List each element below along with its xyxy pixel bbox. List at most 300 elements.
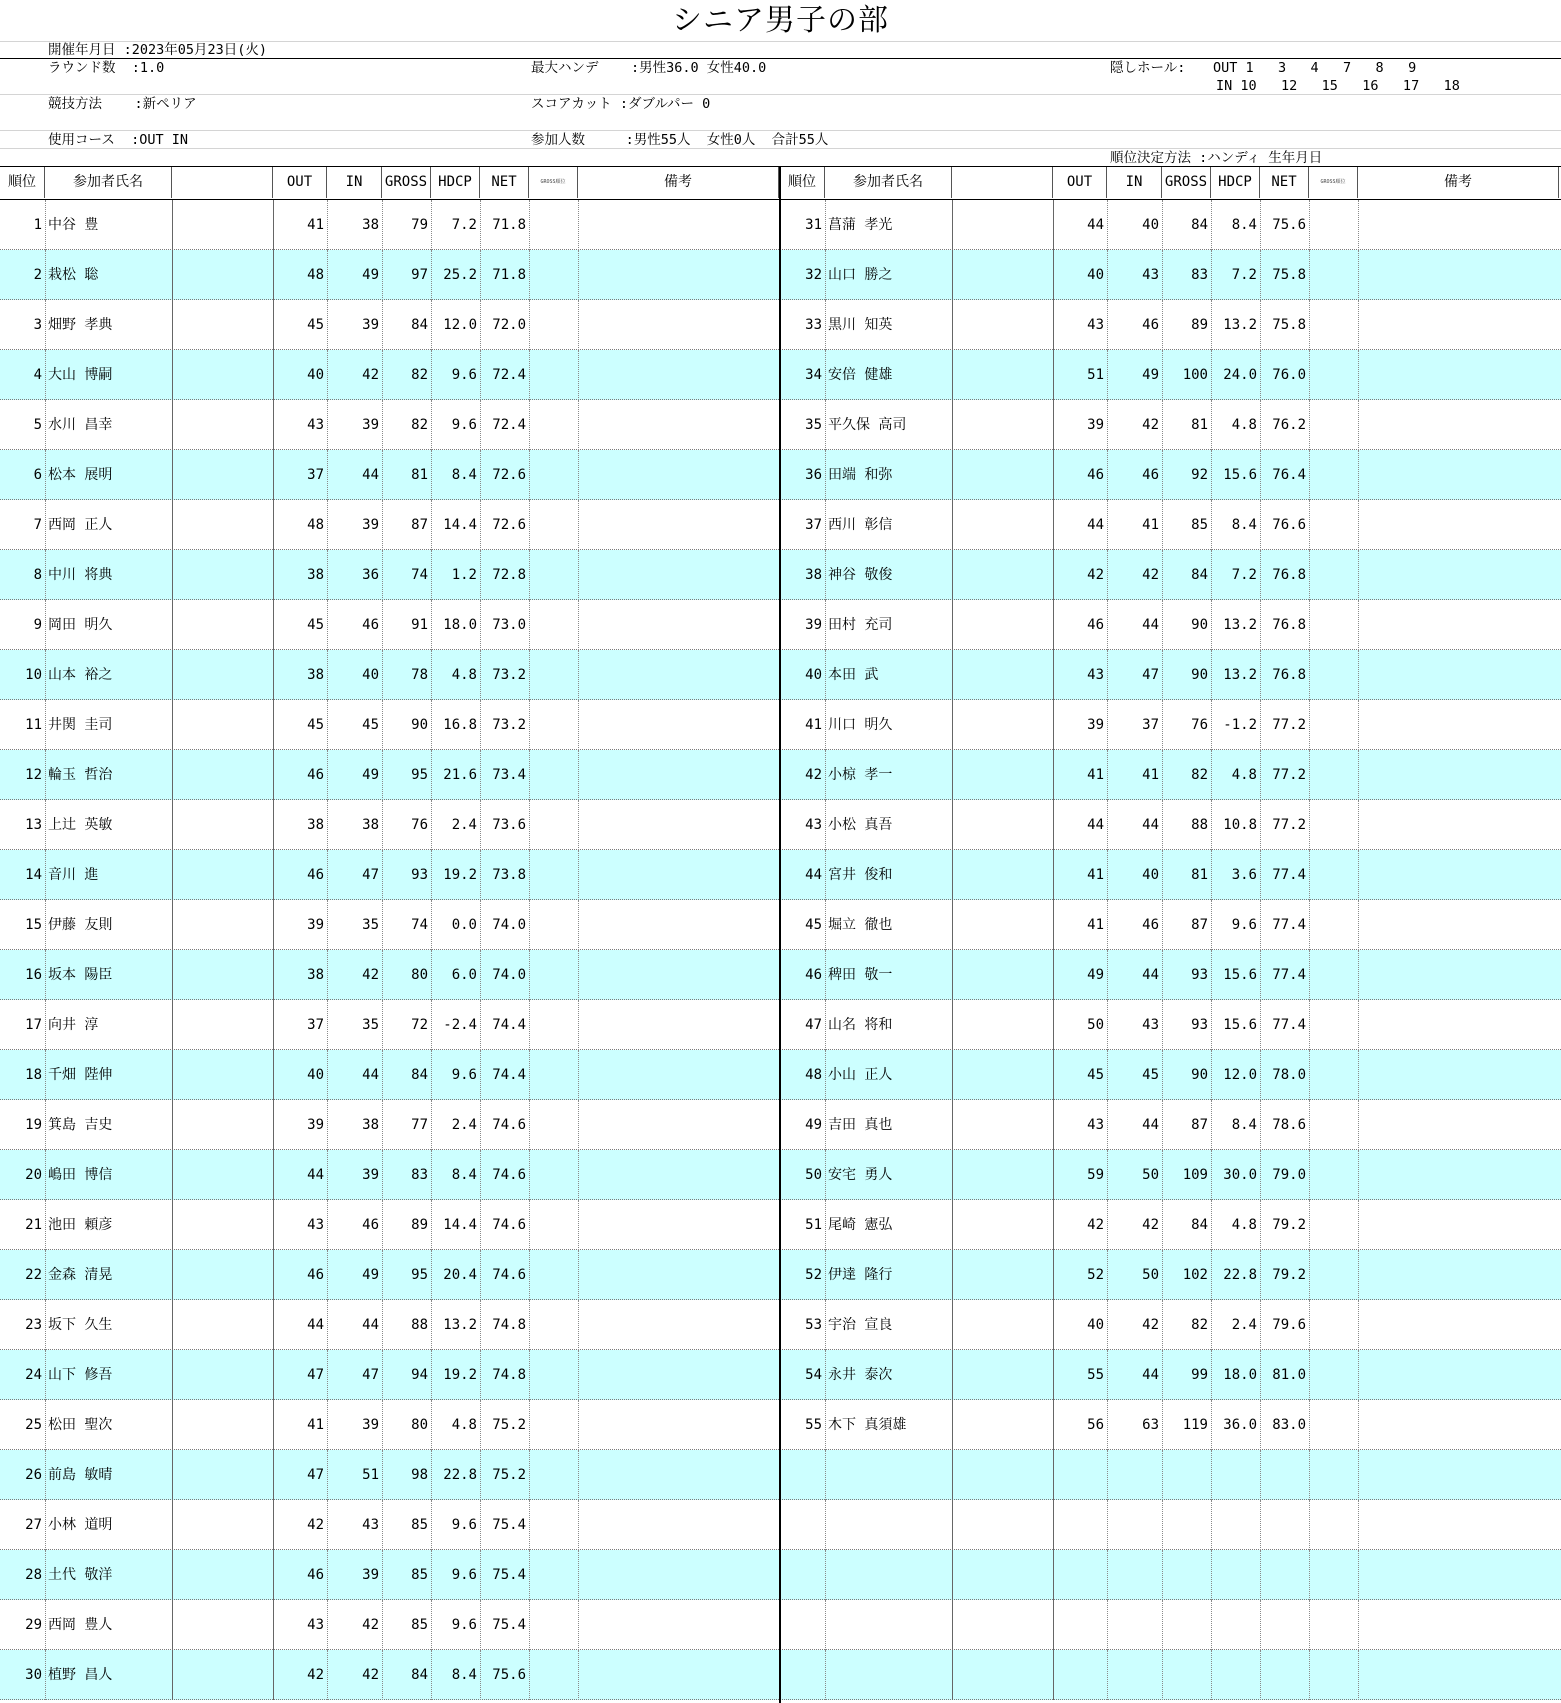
cell-rank: 41 <box>805 717 822 733</box>
cell-rank: 23 <box>25 1317 42 1333</box>
cell-border <box>1358 350 1359 400</box>
cell-border <box>825 1550 826 1600</box>
cell-border <box>952 800 953 850</box>
cell-name: 上辻 英敏 <box>48 817 113 833</box>
cell-net: 76.6 <box>1272 517 1306 533</box>
cell-gross: 100 <box>1182 367 1208 383</box>
cell-border <box>1211 1550 1212 1600</box>
cell-net: 74.6 <box>492 1267 526 1283</box>
cell-net: 75.4 <box>492 1567 526 1583</box>
cell-net: 73.4 <box>492 767 526 783</box>
cell-net: 78.6 <box>1272 1117 1306 1133</box>
cell-name: 金森 清晃 <box>48 1267 113 1283</box>
cell-net: 77.4 <box>1272 1017 1306 1033</box>
cell-border <box>529 400 530 450</box>
cell-border <box>578 1050 579 1100</box>
header-gross-rank: GROSS順位 <box>1309 167 1358 198</box>
cell-hdcp: 4.8 <box>451 667 477 683</box>
cell-net: 72.6 <box>492 517 526 533</box>
cell-border <box>578 850 579 900</box>
cell-name: 中川 将典 <box>48 567 113 583</box>
cell-rank: 7 <box>33 517 42 533</box>
cell-net: 76.8 <box>1272 667 1306 683</box>
cell-in: 43 <box>362 1517 379 1533</box>
cell-gross: 74 <box>411 567 428 583</box>
cell-border <box>578 350 579 400</box>
cell-out: 42 <box>307 1517 324 1533</box>
cell-hdcp: 8.4 <box>451 1667 477 1683</box>
cell-net: 77.4 <box>1272 917 1306 933</box>
cell-border <box>529 300 530 350</box>
cell-rank: 51 <box>805 1217 822 1233</box>
cell-border <box>1358 1650 1359 1700</box>
cell-border <box>952 1300 953 1350</box>
cell-hdcp: 13.2 <box>443 1317 477 1333</box>
cell-out: 42 <box>1087 1217 1104 1233</box>
cell-border <box>952 400 953 450</box>
cell-out: 43 <box>1087 317 1104 333</box>
cell-net: 73.6 <box>492 817 526 833</box>
cell-in: 44 <box>1142 1367 1159 1383</box>
cell-hdcp: 13.2 <box>1223 617 1257 633</box>
cell-border <box>578 250 579 300</box>
cell-in: 45 <box>362 717 379 733</box>
cell-in: 40 <box>1142 867 1159 883</box>
cell-border <box>1358 1350 1359 1400</box>
cell-border <box>952 1600 953 1650</box>
cell-in: 35 <box>362 917 379 933</box>
cell-net: 75.2 <box>492 1467 526 1483</box>
cell-border <box>1107 1650 1108 1700</box>
cell-out: 59 <box>1087 1167 1104 1183</box>
cell-out: 46 <box>307 1267 324 1283</box>
cell-border <box>172 1200 173 1250</box>
cell-net: 76.8 <box>1272 617 1306 633</box>
meta-max-handi: 最大ハンデ :男性36.0 女性40.0 <box>531 60 767 76</box>
cell-border <box>1162 1650 1163 1700</box>
cell-net: 72.4 <box>492 417 526 433</box>
header-remarks: 備考 <box>578 167 779 198</box>
cell-border <box>172 300 173 350</box>
cell-gross: 90 <box>411 717 428 733</box>
cell-in: 39 <box>362 1167 379 1183</box>
cell-hdcp: 36.0 <box>1223 1417 1257 1433</box>
cell-border <box>952 1350 953 1400</box>
cell-border <box>529 600 530 650</box>
cell-border <box>529 1450 530 1500</box>
cell-net: 73.0 <box>492 617 526 633</box>
cell-hdcp: 7.2 <box>1231 267 1257 283</box>
cell-name: 神谷 敬俊 <box>828 567 893 583</box>
cell-name: 植野 昌人 <box>48 1667 113 1683</box>
cell-gross: 84 <box>1191 567 1208 583</box>
cell-out: 45 <box>1087 1067 1104 1083</box>
cell-in: 41 <box>1142 767 1159 783</box>
cell-border <box>1358 850 1359 900</box>
cell-net: 74.0 <box>492 917 526 933</box>
cell-gross: 84 <box>411 1067 428 1083</box>
cell-border <box>529 750 530 800</box>
cell-in: 38 <box>362 817 379 833</box>
cell-border <box>952 300 953 350</box>
cell-gross: 89 <box>411 1217 428 1233</box>
cell-in: 50 <box>1142 1267 1159 1283</box>
cell-rank: 17 <box>25 1017 42 1033</box>
header-rank: 順位 <box>0 167 45 198</box>
cell-border <box>1358 900 1359 950</box>
cell-hdcp: 8.4 <box>451 467 477 483</box>
cell-border <box>578 1200 579 1250</box>
cell-hdcp: 7.2 <box>1231 567 1257 583</box>
cell-in: 40 <box>1142 217 1159 233</box>
cell-border <box>529 800 530 850</box>
cell-rank: 31 <box>805 217 822 233</box>
cell-border <box>529 1050 530 1100</box>
cell-gross: 87 <box>1191 1117 1208 1133</box>
cell-in: 46 <box>362 617 379 633</box>
cell-out: 38 <box>307 667 324 683</box>
cell-hdcp: -1.2 <box>1223 717 1257 733</box>
cell-border <box>578 700 579 750</box>
cell-in: 39 <box>362 1417 379 1433</box>
cell-border <box>825 1650 826 1700</box>
cell-gross: 76 <box>1191 717 1208 733</box>
cell-border <box>529 1200 530 1250</box>
cell-border <box>172 250 173 300</box>
cell-border <box>172 550 173 600</box>
cell-name: 小山 正人 <box>828 1067 893 1083</box>
cell-in: 44 <box>1142 817 1159 833</box>
cell-out: 42 <box>307 1667 324 1683</box>
cell-name: 西岡 豊人 <box>48 1617 113 1633</box>
cell-rank: 20 <box>25 1167 42 1183</box>
cell-border <box>952 200 953 250</box>
cell-net: 74.4 <box>492 1067 526 1083</box>
cell-border <box>578 1500 579 1550</box>
cell-net: 71.8 <box>492 217 526 233</box>
cell-hdcp: 10.8 <box>1223 817 1257 833</box>
cell-in: 37 <box>1142 717 1159 733</box>
cell-border <box>1358 650 1359 700</box>
cell-border <box>952 750 953 800</box>
cell-border <box>172 900 173 950</box>
cell-net: 77.4 <box>1272 967 1306 983</box>
cell-name: 黒川 知英 <box>828 317 893 333</box>
cell-border <box>1358 500 1359 550</box>
cell-rank: 47 <box>805 1017 822 1033</box>
cell-border <box>1260 1600 1261 1650</box>
cell-out: 48 <box>307 517 324 533</box>
cell-border <box>1260 1450 1261 1500</box>
cell-net: 72.6 <box>492 467 526 483</box>
cell-border <box>529 1250 530 1300</box>
header-hdcp: HDCP <box>1211 167 1260 198</box>
cell-border <box>952 1550 953 1600</box>
cell-border <box>578 1250 579 1300</box>
cell-name: 山下 修吾 <box>48 1367 113 1383</box>
cell-rank: 29 <box>25 1617 42 1633</box>
header-blank <box>952 167 1053 198</box>
cell-border <box>1358 1400 1359 1450</box>
cell-rank: 1 <box>33 217 42 233</box>
cell-name: 大山 博嗣 <box>48 367 113 383</box>
cell-border <box>172 1000 173 1050</box>
cell-gross: 102 <box>1182 1267 1208 1283</box>
cell-border <box>172 650 173 700</box>
cell-border <box>172 1150 173 1200</box>
cell-hdcp: 25.2 <box>443 267 477 283</box>
cell-border <box>529 1000 530 1050</box>
cell-in: 42 <box>362 1667 379 1683</box>
cell-hdcp: 16.8 <box>443 717 477 733</box>
cell-border <box>529 1600 530 1650</box>
cell-border <box>578 1000 579 1050</box>
cell-name: 水川 昌幸 <box>48 417 113 433</box>
cell-out: 44 <box>1087 217 1104 233</box>
cell-border <box>1260 1650 1261 1700</box>
cell-in: 38 <box>362 217 379 233</box>
cell-name: 畑野 孝典 <box>48 317 113 333</box>
cell-border <box>1309 500 1310 550</box>
cell-border <box>578 200 579 250</box>
header-name: 参加者氏名 <box>825 167 952 198</box>
cell-name: 田村 充司 <box>828 617 893 633</box>
cell-gross: 84 <box>411 1667 428 1683</box>
cell-in: 44 <box>1142 967 1159 983</box>
cell-border <box>1309 1100 1310 1150</box>
cell-name: 栽松 聡 <box>48 267 99 283</box>
cell-hdcp: 19.2 <box>443 1367 477 1383</box>
cell-rank: 14 <box>25 867 42 883</box>
cell-border <box>1309 550 1310 600</box>
cell-rank: 52 <box>805 1267 822 1283</box>
cell-border <box>1358 450 1359 500</box>
cell-name: 松田 聖次 <box>48 1417 113 1433</box>
cell-border <box>529 1300 530 1350</box>
cell-border <box>1107 1600 1108 1650</box>
cell-gross: 79 <box>411 217 428 233</box>
cell-name: 箕島 吉史 <box>48 1117 113 1133</box>
cell-border <box>952 1200 953 1250</box>
cell-rank: 8 <box>33 567 42 583</box>
cell-border <box>952 900 953 950</box>
cell-gross: 84 <box>1191 217 1208 233</box>
cell-border <box>1309 1500 1310 1550</box>
cell-border <box>1260 1500 1261 1550</box>
cell-in: 44 <box>1142 617 1159 633</box>
cell-border <box>172 1550 173 1600</box>
meta-course: 使用コース :OUT IN <box>48 132 188 148</box>
cell-border <box>1309 1300 1310 1350</box>
cell-name: 嶋田 博信 <box>48 1167 113 1183</box>
cell-out: 46 <box>307 767 324 783</box>
cell-hdcp: 4.8 <box>451 1417 477 1433</box>
cell-border <box>172 600 173 650</box>
cell-border <box>1358 600 1359 650</box>
cell-rank: 4 <box>33 367 42 383</box>
cell-border <box>1309 1250 1310 1300</box>
cell-hdcp: 22.8 <box>1223 1267 1257 1283</box>
cell-border <box>578 1650 579 1700</box>
cell-border <box>952 1450 953 1500</box>
cell-in: 40 <box>362 667 379 683</box>
cell-rank: 16 <box>25 967 42 983</box>
cell-border <box>578 750 579 800</box>
cell-name: 小松 真吾 <box>828 817 893 833</box>
cell-net: 77.2 <box>1272 717 1306 733</box>
cell-net: 75.8 <box>1272 267 1306 283</box>
cell-hdcp: 8.4 <box>451 1167 477 1183</box>
cell-rank: 38 <box>805 567 822 583</box>
cell-border <box>952 700 953 750</box>
cell-net: 74.6 <box>492 1217 526 1233</box>
cell-name: 伊藤 友則 <box>48 917 113 933</box>
cell-border <box>1309 750 1310 800</box>
cell-gross: 95 <box>411 1267 428 1283</box>
cell-gross: 88 <box>411 1317 428 1333</box>
header-out: OUT <box>273 167 327 198</box>
cell-hdcp: 21.6 <box>443 767 477 783</box>
cell-border <box>1309 950 1310 1000</box>
cell-in: 46 <box>1142 917 1159 933</box>
cell-rank: 25 <box>25 1417 42 1433</box>
cell-out: 41 <box>307 1417 324 1433</box>
cell-border <box>172 400 173 450</box>
cell-hdcp: 9.6 <box>451 417 477 433</box>
cell-net: 83.0 <box>1272 1417 1306 1433</box>
cell-gross: 74 <box>411 917 428 933</box>
cell-out: 46 <box>1087 617 1104 633</box>
cell-border <box>1309 650 1310 700</box>
cell-out: 44 <box>307 1317 324 1333</box>
cell-rank: 42 <box>805 767 822 783</box>
header-remarks: 備考 <box>1358 167 1559 198</box>
cell-rank: 6 <box>33 467 42 483</box>
cell-gross: 85 <box>1191 517 1208 533</box>
cell-gross: 88 <box>1191 817 1208 833</box>
cell-net: 79.2 <box>1272 1217 1306 1233</box>
cell-rank: 43 <box>805 817 822 833</box>
header-gross: GROSS <box>1162 167 1211 198</box>
cell-hdcp: 12.0 <box>1223 1067 1257 1083</box>
cell-border <box>1309 1450 1310 1500</box>
cell-border <box>1162 1500 1163 1550</box>
cell-border <box>952 1050 953 1100</box>
cell-gross: 76 <box>411 817 428 833</box>
cell-net: 76.8 <box>1272 567 1306 583</box>
cell-net: 79.0 <box>1272 1167 1306 1183</box>
cell-net: 74.6 <box>492 1117 526 1133</box>
cell-hdcp: 4.8 <box>1231 767 1257 783</box>
meta-hidden-in: IN 10 12 15 16 17 18 <box>1216 78 1460 94</box>
cell-border <box>578 1450 579 1500</box>
meta-method: 競技方法 :新ペリア <box>48 96 197 112</box>
header-rank: 順位 <box>780 167 825 198</box>
cell-border <box>1053 1500 1054 1550</box>
cell-net: 75.6 <box>492 1667 526 1683</box>
cell-out: 46 <box>1087 467 1104 483</box>
cell-gross: 89 <box>1191 317 1208 333</box>
cell-gross: 95 <box>411 767 428 783</box>
cell-border <box>172 950 173 1000</box>
cell-border <box>1358 700 1359 750</box>
cell-border <box>1358 200 1359 250</box>
cell-border <box>1358 1150 1359 1200</box>
cell-border <box>952 1650 953 1700</box>
cell-border <box>172 450 173 500</box>
cell-in: 49 <box>1142 367 1159 383</box>
cell-border <box>1358 1500 1359 1550</box>
cell-border <box>1309 900 1310 950</box>
cell-border <box>1053 1450 1054 1500</box>
cell-net: 75.8 <box>1272 317 1306 333</box>
cell-name: 土代 敬洋 <box>48 1567 113 1583</box>
cell-border <box>1309 400 1310 450</box>
cell-in: 42 <box>1142 1217 1159 1233</box>
cell-border <box>529 1650 530 1700</box>
cell-border <box>529 900 530 950</box>
cell-border <box>172 1600 173 1650</box>
cell-border <box>529 550 530 600</box>
cell-gross: 90 <box>1191 1067 1208 1083</box>
cell-in: 50 <box>1142 1167 1159 1183</box>
cell-rank: 40 <box>805 667 822 683</box>
cell-border <box>1358 950 1359 1000</box>
cell-out: 39 <box>307 917 324 933</box>
cell-border <box>1309 250 1310 300</box>
cell-hdcp: 3.6 <box>1231 867 1257 883</box>
cell-border <box>1358 1600 1359 1650</box>
cell-border <box>952 1100 953 1150</box>
cell-hdcp: 12.0 <box>443 317 477 333</box>
cell-gross: 109 <box>1182 1167 1208 1183</box>
cell-name: 宇治 宣良 <box>828 1317 893 1333</box>
cell-hdcp: 15.6 <box>1223 467 1257 483</box>
cell-net: 75.2 <box>492 1417 526 1433</box>
cell-border <box>529 950 530 1000</box>
cell-gross: 82 <box>1191 1317 1208 1333</box>
cell-border <box>1358 250 1359 300</box>
cell-gross: 83 <box>411 1167 428 1183</box>
cell-hdcp: 4.8 <box>1231 417 1257 433</box>
cell-border <box>1358 750 1359 800</box>
cell-out: 50 <box>1087 1017 1104 1033</box>
cell-rank: 54 <box>805 1367 822 1383</box>
cell-border <box>1107 1450 1108 1500</box>
cell-name: 松本 展明 <box>48 467 113 483</box>
cell-name: 中谷 豊 <box>48 217 99 233</box>
cell-out: 44 <box>1087 517 1104 533</box>
cell-border <box>578 1550 579 1600</box>
cell-out: 47 <box>307 1367 324 1383</box>
cell-out: 45 <box>307 617 324 633</box>
cell-border <box>578 1600 579 1650</box>
cell-rank: 10 <box>25 667 42 683</box>
header-in: IN <box>1107 167 1162 198</box>
cell-gross: 87 <box>1191 917 1208 933</box>
cell-out: 47 <box>307 1467 324 1483</box>
cell-gross: 85 <box>411 1517 428 1533</box>
cell-border <box>952 550 953 600</box>
cell-border <box>1358 800 1359 850</box>
cell-border <box>1358 1450 1359 1500</box>
cell-net: 71.8 <box>492 267 526 283</box>
cell-out: 55 <box>1087 1367 1104 1383</box>
cell-hdcp: 14.4 <box>443 517 477 533</box>
cell-out: 44 <box>307 1167 324 1183</box>
cell-rank: 35 <box>805 417 822 433</box>
cell-rank: 24 <box>25 1367 42 1383</box>
